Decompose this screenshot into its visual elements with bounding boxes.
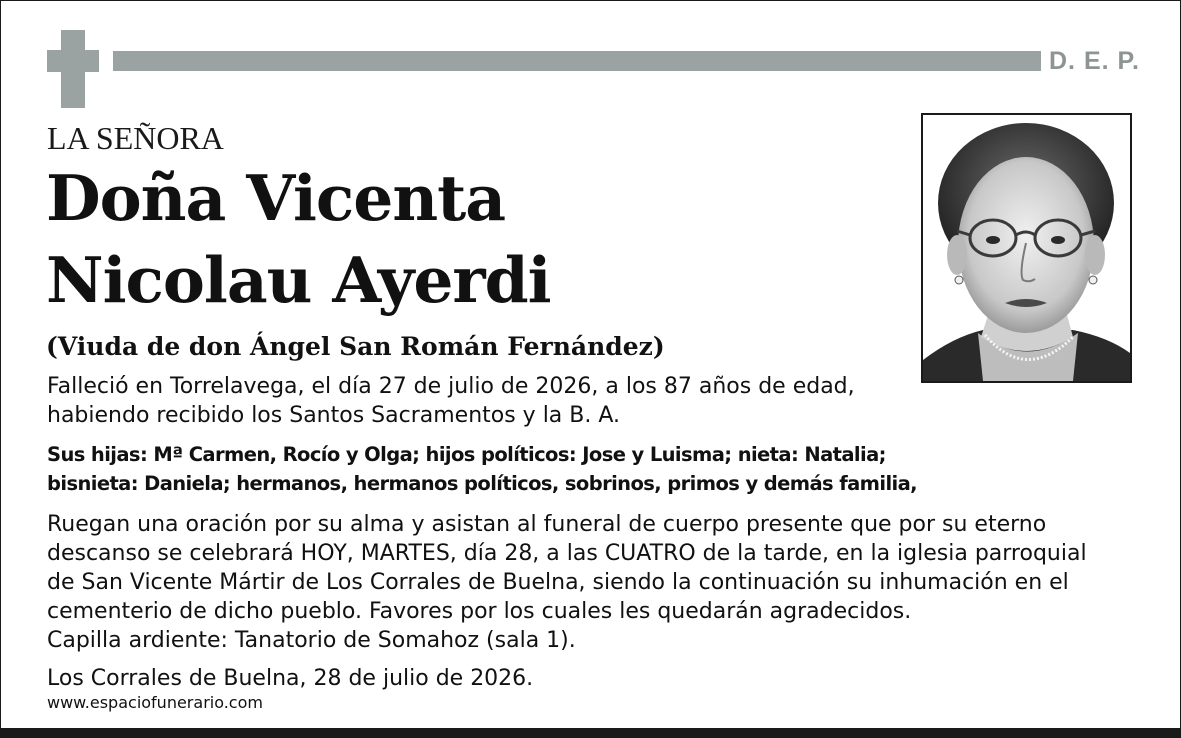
dep-label: D. E. P.	[1049, 47, 1140, 75]
deceased-name-line-1: Doña Vicenta	[46, 161, 506, 235]
deceased-name-line-2: Nicolau Ayerdi	[46, 243, 551, 317]
prayer-line: Ruegan una oración por su alma y asistan al funeral de cuerpo presente que por su eterno	[47, 512, 1047, 537]
header-rule	[113, 51, 1041, 71]
family-line: Sus hijas: Mª Carmen, Rocío y Olga; hijos políticos: Jose y Luisma; nieta: Natalia;	[47, 443, 886, 466]
title-prefix: LA SEÑORA	[47, 120, 224, 156]
widow-line: (Viuda de don Ángel San Román Fernández)	[46, 332, 665, 361]
prayer-line: Capilla ardiente: Tanatorio de Somahoz (sala 1).	[47, 628, 576, 653]
closing-place-date: Los Corrales de Buelna, 28 de julio de 2026.	[47, 666, 534, 691]
prayer-line: cementerio de dicho pueblo. Favores por los cuales les quedarán agradecidos.	[47, 599, 912, 624]
portrait-photo	[921, 113, 1132, 383]
prayer-line: descanso se celebrará HOY, MARTES, día 28, a las CUATRO de la tarde, en la iglesia parroquial	[47, 541, 1087, 566]
death-line: habiendo recibido los Santos Sacramentos y la B. A.	[47, 403, 621, 428]
prayer-paragraph	[47, 510, 1087, 655]
death-paragraph	[47, 372, 855, 430]
bottom-border	[0, 728, 1181, 738]
family-line: bisnieta: Daniela; hermanos, hermanos políticos, sobrinos, primos y demás familia,	[47, 472, 917, 495]
prayer-line: de San Vicente Mártir de Los Corrales de Buelna, siendo la continuación su inhumación en el	[47, 570, 1069, 595]
website-link[interactable]: www.espaciofunerario.com	[47, 693, 263, 712]
family-paragraph	[47, 440, 917, 498]
death-line: Falleció en Torrelavega, el día 27 de julio de 2026, a los 87 años de edad,	[47, 374, 855, 399]
